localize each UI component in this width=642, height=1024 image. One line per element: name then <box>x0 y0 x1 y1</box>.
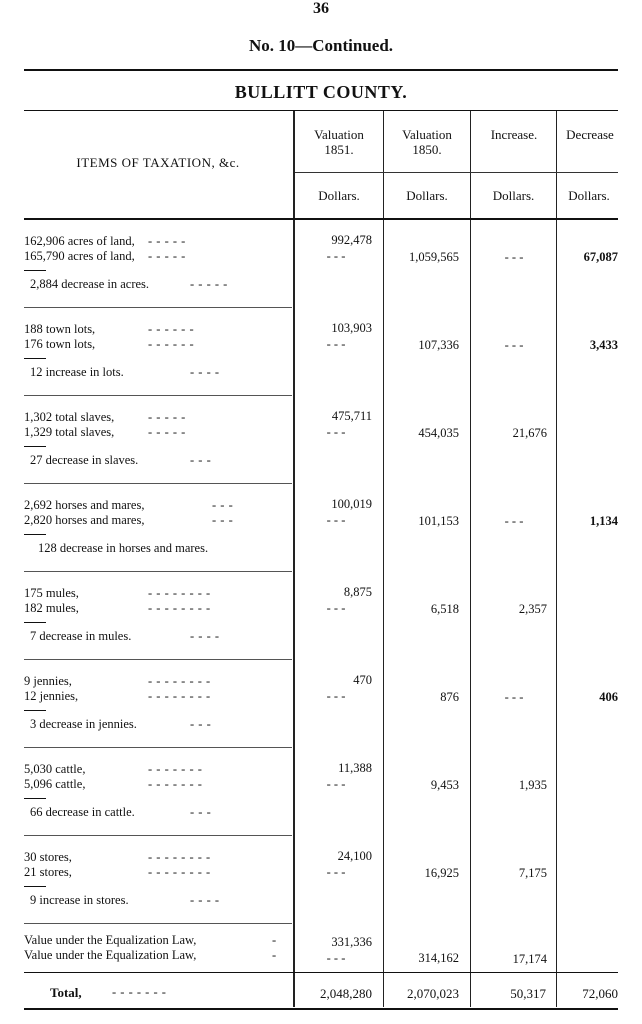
group-rule <box>24 571 292 572</box>
county-title: BULLITT COUNTY. <box>234 82 408 102</box>
valuation-1851-dash: - - - <box>326 689 346 703</box>
item-line-1851: 1,302 total slaves, <box>24 410 115 424</box>
equalization-v1851-dash: - - - <box>326 951 346 965</box>
item-line-1851: 30 stores, <box>24 850 72 864</box>
item-line-1850: 2,820 horses and mares, <box>24 513 145 527</box>
valuation-1851-dash: - - - <box>326 865 346 879</box>
unit-1851: Dollars. <box>318 188 360 203</box>
valuation-1851-dash: - - - <box>326 249 346 263</box>
valuation-1851: 992,478 <box>331 233 372 247</box>
leader-dots: - - - - - - - <box>148 777 203 791</box>
leader-dots: - - - - - - <box>148 337 195 351</box>
equalization-increase: 17,174 <box>512 952 547 966</box>
valuation-1850: 1,059,565 <box>409 250 459 264</box>
valuation-1851: 8,875 <box>343 585 372 599</box>
header-mid-rule <box>295 172 618 173</box>
leader-dots: - - - <box>190 453 212 467</box>
leader-dots: - - - - - <box>148 410 186 424</box>
difference-note: 27 decrease in slaves. <box>30 453 139 467</box>
valuation-1850: 101,153 <box>418 514 459 528</box>
rule-top <box>24 69 618 71</box>
valuation-1851-dash: - - - <box>326 337 346 351</box>
valuation-1851-dash: - - - <box>326 513 346 527</box>
header-valuation-1850: Valuation 1850. <box>402 127 452 157</box>
leader-dots: - - - - - - - - <box>148 586 211 600</box>
unit-decrease: Dollars. <box>568 188 610 203</box>
group-rule <box>24 923 292 924</box>
total-label: Total, <box>50 985 82 1000</box>
group-rule <box>24 747 292 748</box>
decrease-value: 1,134 <box>589 514 618 528</box>
increase-dash: - - - <box>504 690 524 704</box>
total-top-rule <box>24 972 618 973</box>
item-line-1851: 188 town lots, <box>24 322 96 336</box>
difference-note: 66 decrease in cattle. <box>30 805 135 819</box>
leader-dots: - - - - - - - - <box>148 865 211 879</box>
item-line-1850: 12 jennies, <box>24 689 79 703</box>
valuation-1851: 24,100 <box>337 849 372 863</box>
item-line-1851: 2,692 horses and mares, <box>24 498 145 512</box>
item-line-1850: 21 stores, <box>24 865 72 879</box>
column-rule-2 <box>383 111 384 1007</box>
group-rule <box>24 307 292 308</box>
column-rule-4 <box>556 111 557 1007</box>
increase-dash: - - - <box>504 338 524 352</box>
underline-mark <box>24 886 46 887</box>
group-rule <box>24 483 292 484</box>
rule-bottom <box>24 1008 618 1010</box>
leader-dots: - - - - - <box>190 277 228 291</box>
leader-dots: - - - - - <box>148 234 186 248</box>
equalization-line-1: Value under the Equalization Law, <box>24 933 197 947</box>
leader-dots: - - - - - - - - <box>148 601 211 615</box>
leader-dots: - - - - <box>190 365 220 379</box>
underline-mark <box>24 446 46 447</box>
header-decrease: Decrease <box>566 127 614 142</box>
valuation-1851-dash: - - - <box>326 425 346 439</box>
leader-dots: - - - - - - - <box>148 762 203 776</box>
decrease-value: 67,087 <box>583 250 618 264</box>
unit-increase: Dollars. <box>492 188 535 203</box>
valuation-1850: 9,453 <box>430 778 459 792</box>
increase-value: 2,357 <box>518 602 547 616</box>
valuation-1851-dash: - - - <box>326 601 346 615</box>
equalization-dots-1: - <box>272 933 277 947</box>
valuation-1850: 876 <box>440 690 459 704</box>
unit-1850: Dollars. <box>406 188 448 203</box>
leader-dots: - - - <box>190 805 212 819</box>
valuation-1851: 475,711 <box>331 409 372 423</box>
header-rule <box>24 218 618 220</box>
underline-mark <box>24 710 46 711</box>
valuation-1850: 107,336 <box>418 338 459 352</box>
difference-note: 7 decrease in mules. <box>30 629 132 643</box>
decrease-value: 406 <box>599 690 618 704</box>
leader-dots: - - - - - - - - <box>148 850 211 864</box>
leader-dots: - - - - <box>190 629 220 643</box>
item-line-1850: 176 town lots, <box>24 337 96 351</box>
group-rule <box>24 395 292 396</box>
underline-mark <box>24 270 46 271</box>
item-line-1851: 162,906 acres of land, <box>24 234 135 248</box>
item-line-1851: 175 mules, <box>24 586 79 600</box>
leader-dots: - - - <box>212 498 234 512</box>
increase-dash: - - - <box>504 250 524 264</box>
difference-note: 9 increase in stores. <box>30 893 129 907</box>
total-increase: 50,317 <box>510 986 546 1001</box>
item-line-1850: 182 mules, <box>24 601 79 615</box>
item-line-1850: 5,096 cattle, <box>24 777 86 791</box>
leader-dots: - - - - - - <box>148 322 195 336</box>
underline-mark <box>24 358 46 359</box>
leader-dots: - - - <box>190 717 212 731</box>
leader-dots: - - - - - - - - <box>148 689 211 703</box>
leader-dots: - - - - - <box>148 249 186 263</box>
page-number: 36 <box>313 0 329 17</box>
valuation-1851: 103,903 <box>331 321 372 335</box>
valuation-1851: 100,019 <box>331 497 372 511</box>
underline-mark <box>24 534 46 535</box>
group-rule <box>24 835 292 836</box>
difference-note: 128 decrease in horses and mares. <box>38 541 209 555</box>
column-rule-1 <box>293 111 295 1007</box>
equalization-line-2: Value under the Equalization Law, <box>24 948 197 962</box>
total-decrease: 72,060 <box>582 986 618 1001</box>
rule-under-county <box>24 110 618 111</box>
increase-dash: - - - <box>504 514 524 528</box>
difference-note: 2,884 decrease in acres. <box>30 277 150 291</box>
difference-note: 12 increase in lots. <box>30 365 124 379</box>
valuation-1851: 11,388 <box>338 761 372 775</box>
item-line-1851: 5,030 cattle, <box>24 762 86 776</box>
group-rule <box>24 659 292 660</box>
items-header: ITEMS OF TAXATION, &c. <box>76 155 240 170</box>
increase-value: 1,935 <box>518 778 547 792</box>
item-line-1850: 1,329 total slaves, <box>24 425 115 439</box>
difference-note: 3 decrease in jennies. <box>30 717 137 731</box>
section-subtitle: No. 10—Continued. <box>248 36 394 55</box>
total-v1850: 2,070,023 <box>407 986 459 1001</box>
underline-mark <box>24 622 46 623</box>
leader-dots: - - - - - - - - <box>148 674 211 688</box>
header-valuation-1851: Valuation 1851. <box>314 127 364 157</box>
total-v1851: 2,048,280 <box>320 986 372 1001</box>
column-rule-3 <box>470 111 471 1007</box>
valuation-1851-dash: - - - <box>326 777 346 791</box>
underline-mark <box>24 798 46 799</box>
valuation-1851: 470 <box>353 673 372 687</box>
equalization-v1851: 331,336 <box>331 935 372 949</box>
valuation-1850: 6,518 <box>430 602 459 616</box>
increase-value: 7,175 <box>518 866 547 880</box>
leader-dots: - - - - - <box>148 425 186 439</box>
equalization-dots-2: - <box>272 948 277 962</box>
leader-dots: - - - - <box>190 893 220 907</box>
item-line-1850: 165,790 acres of land, <box>24 249 135 263</box>
valuation-1850: 454,035 <box>418 426 459 440</box>
equalization-v1850: 314,162 <box>418 951 459 965</box>
leader-dots: - - - <box>212 513 234 527</box>
valuation-1850: 16,925 <box>424 866 459 880</box>
increase-value: 21,676 <box>512 426 547 440</box>
item-line-1851: 9 jennies, <box>24 674 72 688</box>
total-dots: - - - - - - - <box>112 985 167 999</box>
decrease-value: 3,433 <box>589 338 618 352</box>
header-increase: Increase. <box>490 127 538 142</box>
